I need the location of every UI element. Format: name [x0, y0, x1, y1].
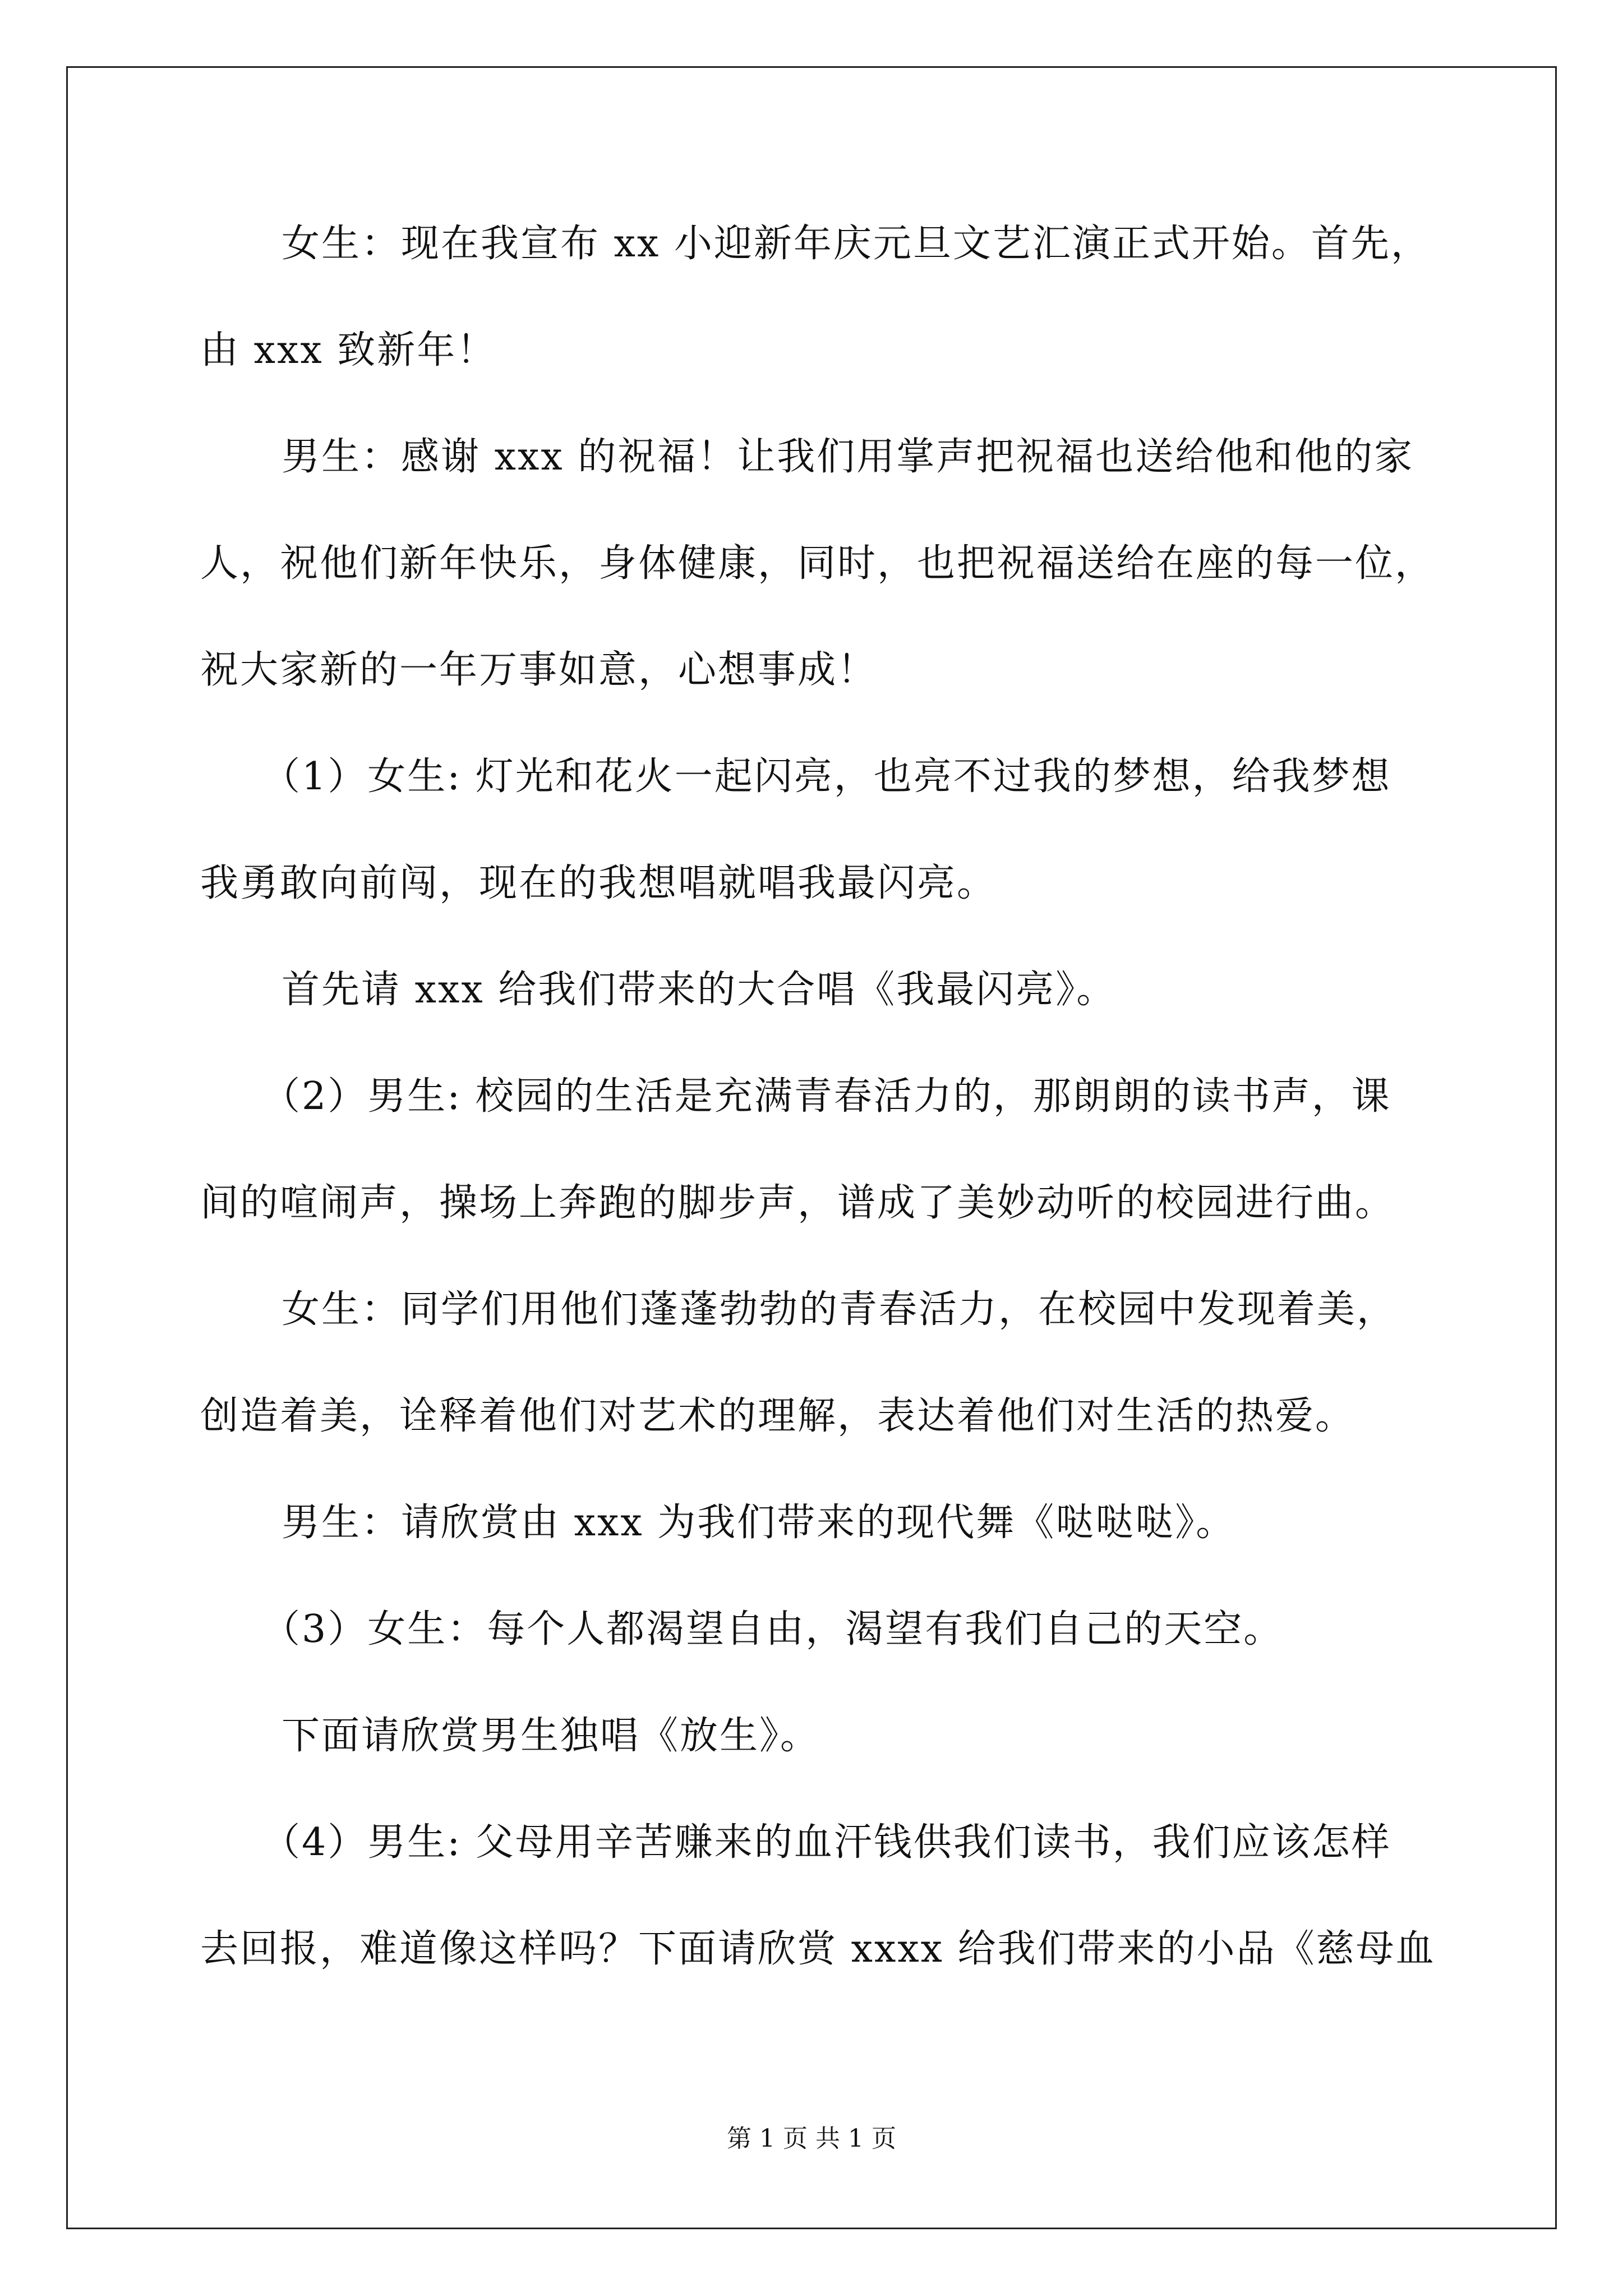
paragraph-line: 创造着美，诠释着他们对艺术的理解，表达着他们对生活的热爱。: [200, 1394, 1355, 1438]
paragraph-line: 下面请欣赏男生独唱《放生》。: [282, 1714, 820, 1758]
page-footer: 第 1 页 共 1 页: [727, 2124, 896, 2153]
paragraph-line: 间的喧闹声，操场上奔跑的脚步声，谱成了美妙动听的校园进行曲。: [200, 1181, 1395, 1225]
paragraph-line: 男生：感谢 xxx 的祝福！让我们用掌声把祝福也送给他和他的家: [282, 435, 1414, 479]
paragraph-line: 男生：请欣赏由 xxx 为我们带来的现代舞《哒哒哒》。: [282, 1501, 1236, 1545]
paragraph-line: 女生：现在我宣布 xx 小迎新年庆元旦文艺汇演正式开始。首先，: [282, 222, 1431, 266]
paragraph-line: （1）女生: 灯光和花火一起闪亮，也亮不过我的梦想，给我梦想: [262, 754, 1391, 799]
paragraph-line: （3）女生：每个人都渴望自由，渴望有我们自己的天空。: [262, 1607, 1284, 1651]
paragraph-line: 人，祝他们新年快乐，身体健康，同时，也把祝福送给在座的每一位，: [200, 541, 1435, 586]
paragraph-line: 女生：同学们用他们蓬蓬勃勃的青春活力，在校园中发现着美，: [282, 1287, 1397, 1332]
paragraph-line: 我勇敢向前闯，现在的我想唱就唱我最闪亮。: [200, 861, 997, 905]
paragraph-line: 由 xxx 致新年！: [200, 328, 497, 372]
paragraph-line: （4）男生: 父母用辛苦赚来的血汗钱供我们读书，我们应该怎样: [262, 1820, 1391, 1865]
paragraph-line: 首先请 xxx 给我们带来的大合唱《我最闪亮》。: [282, 968, 1117, 1012]
paragraph-line: （2）男生: 校园的生活是充满青春活力的，那朗朗的读书声，课: [262, 1074, 1391, 1119]
page-border: [66, 66, 1557, 2229]
paragraph-line: 去回报，难道像这样吗？下面请欣赏 xxxx 给我们带来的小品《慈母血: [200, 1927, 1436, 1971]
paragraph-line: 祝大家新的一年万事如意，心想事成！: [200, 648, 878, 692]
